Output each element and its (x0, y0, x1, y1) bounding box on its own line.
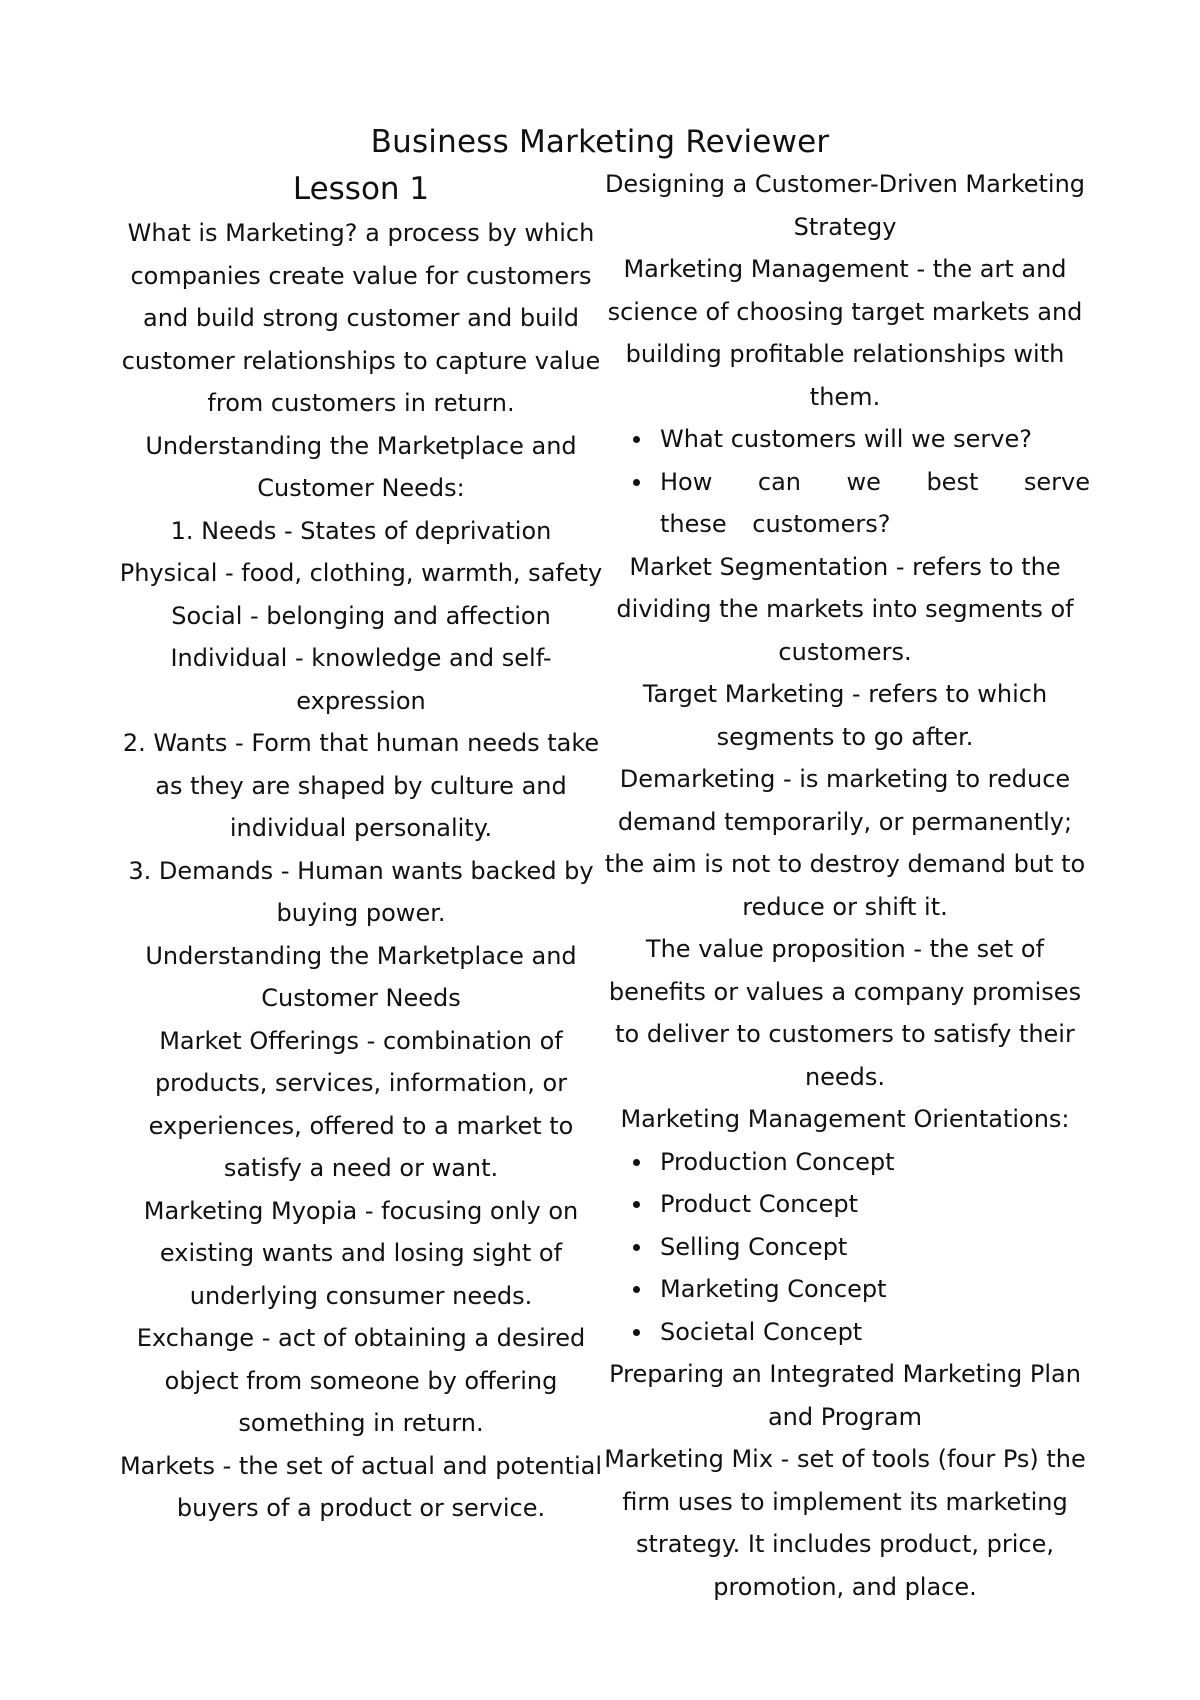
paragraph-marketing-mix: Marketing Mix - set of tools (four Ps) the firm uses to implement its marketing strategy. It includes product, price, promotion, and place. (604, 1445, 1086, 1601)
paragraph-marketing-management: Marketing Management - the art and science of choosing target markets and building profitable relationships with them. (607, 255, 1083, 411)
paragraph-understanding-marketplace: Understanding the Marketplace and Customer Needs: (145, 431, 577, 502)
list-item: How can we best serve these customers? (624, 461, 1090, 546)
paragraph-management-orientations: Marketing Management Orientations: (620, 1105, 1070, 1133)
list-item-wants: 2. Wants - Form that human needs take as they are shaped by culture and individual personality. (122, 729, 600, 842)
list-item: Selling Concept (624, 1226, 1090, 1269)
paragraph-target-marketing: Target Marketing - refers to which segments to go after. (642, 680, 1048, 751)
questions-list (600, 418, 1090, 546)
list-item: What customers will we serve? (624, 418, 1090, 461)
list-item: Marketing Concept (624, 1268, 1090, 1311)
list-item: Production Concept (624, 1141, 1090, 1184)
list-item-demands: 3. Demands - Human wants backed by buying power. (128, 856, 594, 927)
paragraph-market-segmentation: Market Segmentation - refers to the dividing the markets into segments of customers. (616, 552, 1074, 666)
paragraph-understanding-marketplace-2: Understanding the Marketplace and Customer Needs (145, 941, 577, 1012)
paragraph-demarketing: Demarketing - is marketing to reduce demand temporarily, or permanently; the aim is not to destroy demand but to reduce or shift it. (604, 765, 1086, 921)
paragraph-market-offerings: Market Offerings - combination of products, services, information, or experiences, offered to a market to satisfy a need or want. (148, 1026, 574, 1182)
document-title: Business Marketing Reviewer (370, 124, 830, 160)
section-heading-customer-driven-strategy: Designing a Customer-Driven Marketing Strategy (604, 170, 1086, 241)
list-item: Product Concept (624, 1183, 1090, 1226)
paragraph-markets: Markets - the set of actual and potential buyers of a product or service. (119, 1451, 603, 1522)
paragraph-what-is-marketing: What is Marketing? a process by which companies create value for customers and build strong customer and build customer relationships to capture value from customers in return. (121, 219, 601, 417)
paragraph-value-proposition: The value proposition - the set of benefits or values a company promises to deliver to customers to satisfy their needs. (608, 935, 1082, 1091)
list-item-needs: 1. Needs - States of deprivation (170, 516, 552, 545)
list-item: Societal Concept (624, 1311, 1090, 1354)
paragraph-physical-needs: Physical - food, clothing, warmth, safety (119, 559, 603, 587)
lesson-heading: Lesson 1 (292, 171, 430, 207)
orientations-list (600, 1141, 1090, 1354)
paragraph-exchange: Exchange - act of obtaining a desired object from someone by offering something in return. (136, 1324, 586, 1437)
left-column (118, 166, 604, 1530)
paragraph-social-needs: Social - belonging and affection (171, 601, 551, 630)
paragraph-marketing-myopia: Marketing Myopia - focusing only on existing wants and losing sight of underlying consumer needs. (143, 1196, 579, 1310)
right-column (600, 163, 1090, 1608)
paragraph-integrated-plan: Preparing an Integrated Marketing Plan and Program (609, 1360, 1081, 1431)
paragraph-individual-needs: Individual - knowledge and self-expression (170, 644, 552, 715)
